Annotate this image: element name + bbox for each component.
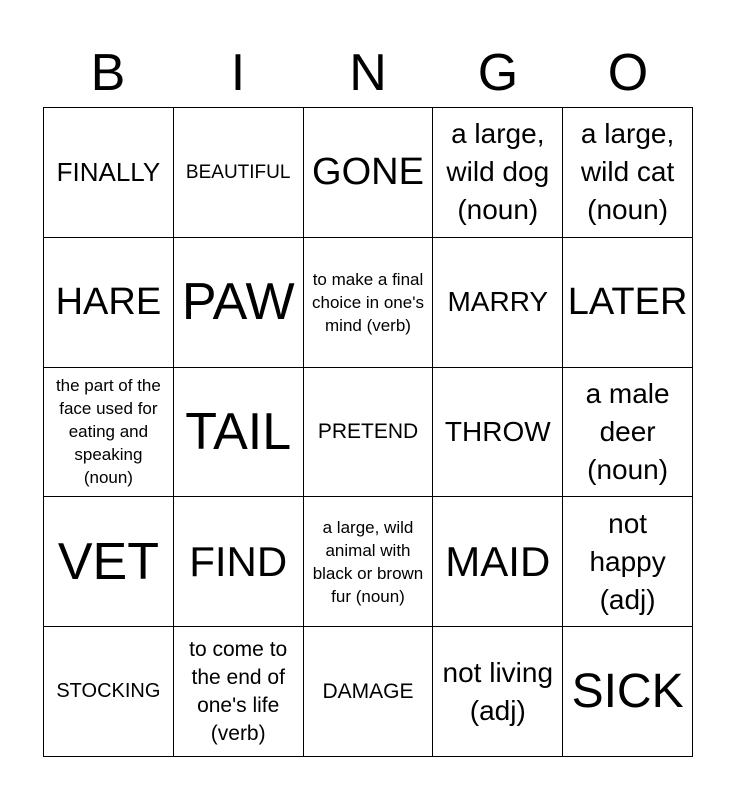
bingo-board	[43, 107, 693, 757]
bingo-cell-r2-c5[interactable]	[563, 238, 693, 368]
bingo-cell-r1-c2[interactable]	[174, 108, 304, 238]
cell-text: GONE	[312, 151, 424, 194]
cell-text: HARE	[55, 281, 162, 324]
cell-text: VET	[57, 532, 159, 591]
header-letter-i: I	[230, 44, 246, 102]
cell-text: a large, wild cat (noun)	[580, 118, 675, 226]
cell-text: THROW	[444, 415, 551, 447]
cell-text: TAIL	[185, 402, 292, 461]
cell-text: FIND	[189, 537, 288, 585]
cell-text: a large, wild dog (noun)	[446, 118, 550, 226]
header-letter-n: N	[349, 44, 387, 102]
cell-text: PAW	[181, 273, 295, 332]
cell-text: MAID	[445, 537, 551, 585]
header-letter-o: O	[607, 44, 649, 102]
bingo-cell-r1-c4[interactable]	[433, 108, 563, 238]
bingo-cell-r4-c4[interactable]	[433, 497, 563, 627]
bingo-cell-r4-c3[interactable]	[304, 497, 434, 627]
bingo-cell-r5-c4[interactable]	[433, 627, 563, 757]
cell-text: STOCKING	[56, 680, 161, 703]
cell-text: the part of the face used for eating and speaking (noun)	[55, 376, 161, 488]
cell-text: LATER	[567, 281, 688, 324]
bingo-cell-r5-c5[interactable]	[563, 627, 693, 757]
cell-text: DAMAGE	[322, 679, 414, 703]
cell-text: FINALLY	[56, 157, 161, 188]
bingo-cell-r2-c4[interactable]	[433, 238, 563, 368]
cell-text: not living (adj)	[442, 656, 554, 726]
bingo-cell-r2-c1[interactable]	[44, 238, 174, 368]
bingo-cell-r4-c1[interactable]	[44, 497, 174, 627]
cell-text: SICK	[571, 664, 684, 718]
cell-text: BEAUTIFUL	[185, 161, 291, 183]
bingo-cell-r5-c1[interactable]	[44, 627, 174, 757]
bingo-cell-r5-c3[interactable]	[304, 627, 434, 757]
bingo-header	[43, 40, 693, 106]
bingo-cell-r2-c3[interactable]	[304, 238, 434, 368]
cell-text: to make a final choice in one's mind (verb)	[312, 269, 424, 335]
bingo-cell-r1-c1[interactable]	[44, 108, 174, 238]
cell-text: MARRY	[447, 286, 549, 318]
bingo-cell-r4-c5[interactable]	[563, 497, 693, 627]
cell-text: a large, wild animal with black or brown fur (noun)	[312, 517, 424, 606]
bingo-cell-r3-c4[interactable]	[433, 368, 563, 498]
header-letter-b: B	[90, 44, 126, 102]
header-letter-g: G	[477, 44, 519, 102]
cell-text: a male deer (noun)	[585, 377, 670, 485]
bingo-cell-r2-c2[interactable]	[174, 238, 304, 368]
cell-text: not happy (adj)	[589, 507, 666, 615]
bingo-cell-r1-c5[interactable]	[563, 108, 693, 238]
bingo-cell-r4-c2[interactable]	[174, 497, 304, 627]
bingo-cell-r3-c5[interactable]	[563, 368, 693, 498]
cell-text: PRETEND	[317, 419, 419, 443]
cell-text: to come to the end of one's life (verb)	[189, 637, 288, 745]
bingo-cell-r3-c2[interactable]	[174, 368, 304, 498]
bingo-cell-r5-c2[interactable]	[174, 627, 304, 757]
bingo-cell-r3-c3[interactable]	[304, 368, 434, 498]
bingo-cell-r3-c1[interactable]	[44, 368, 174, 498]
bingo-cell-r1-c3[interactable]	[304, 108, 434, 238]
